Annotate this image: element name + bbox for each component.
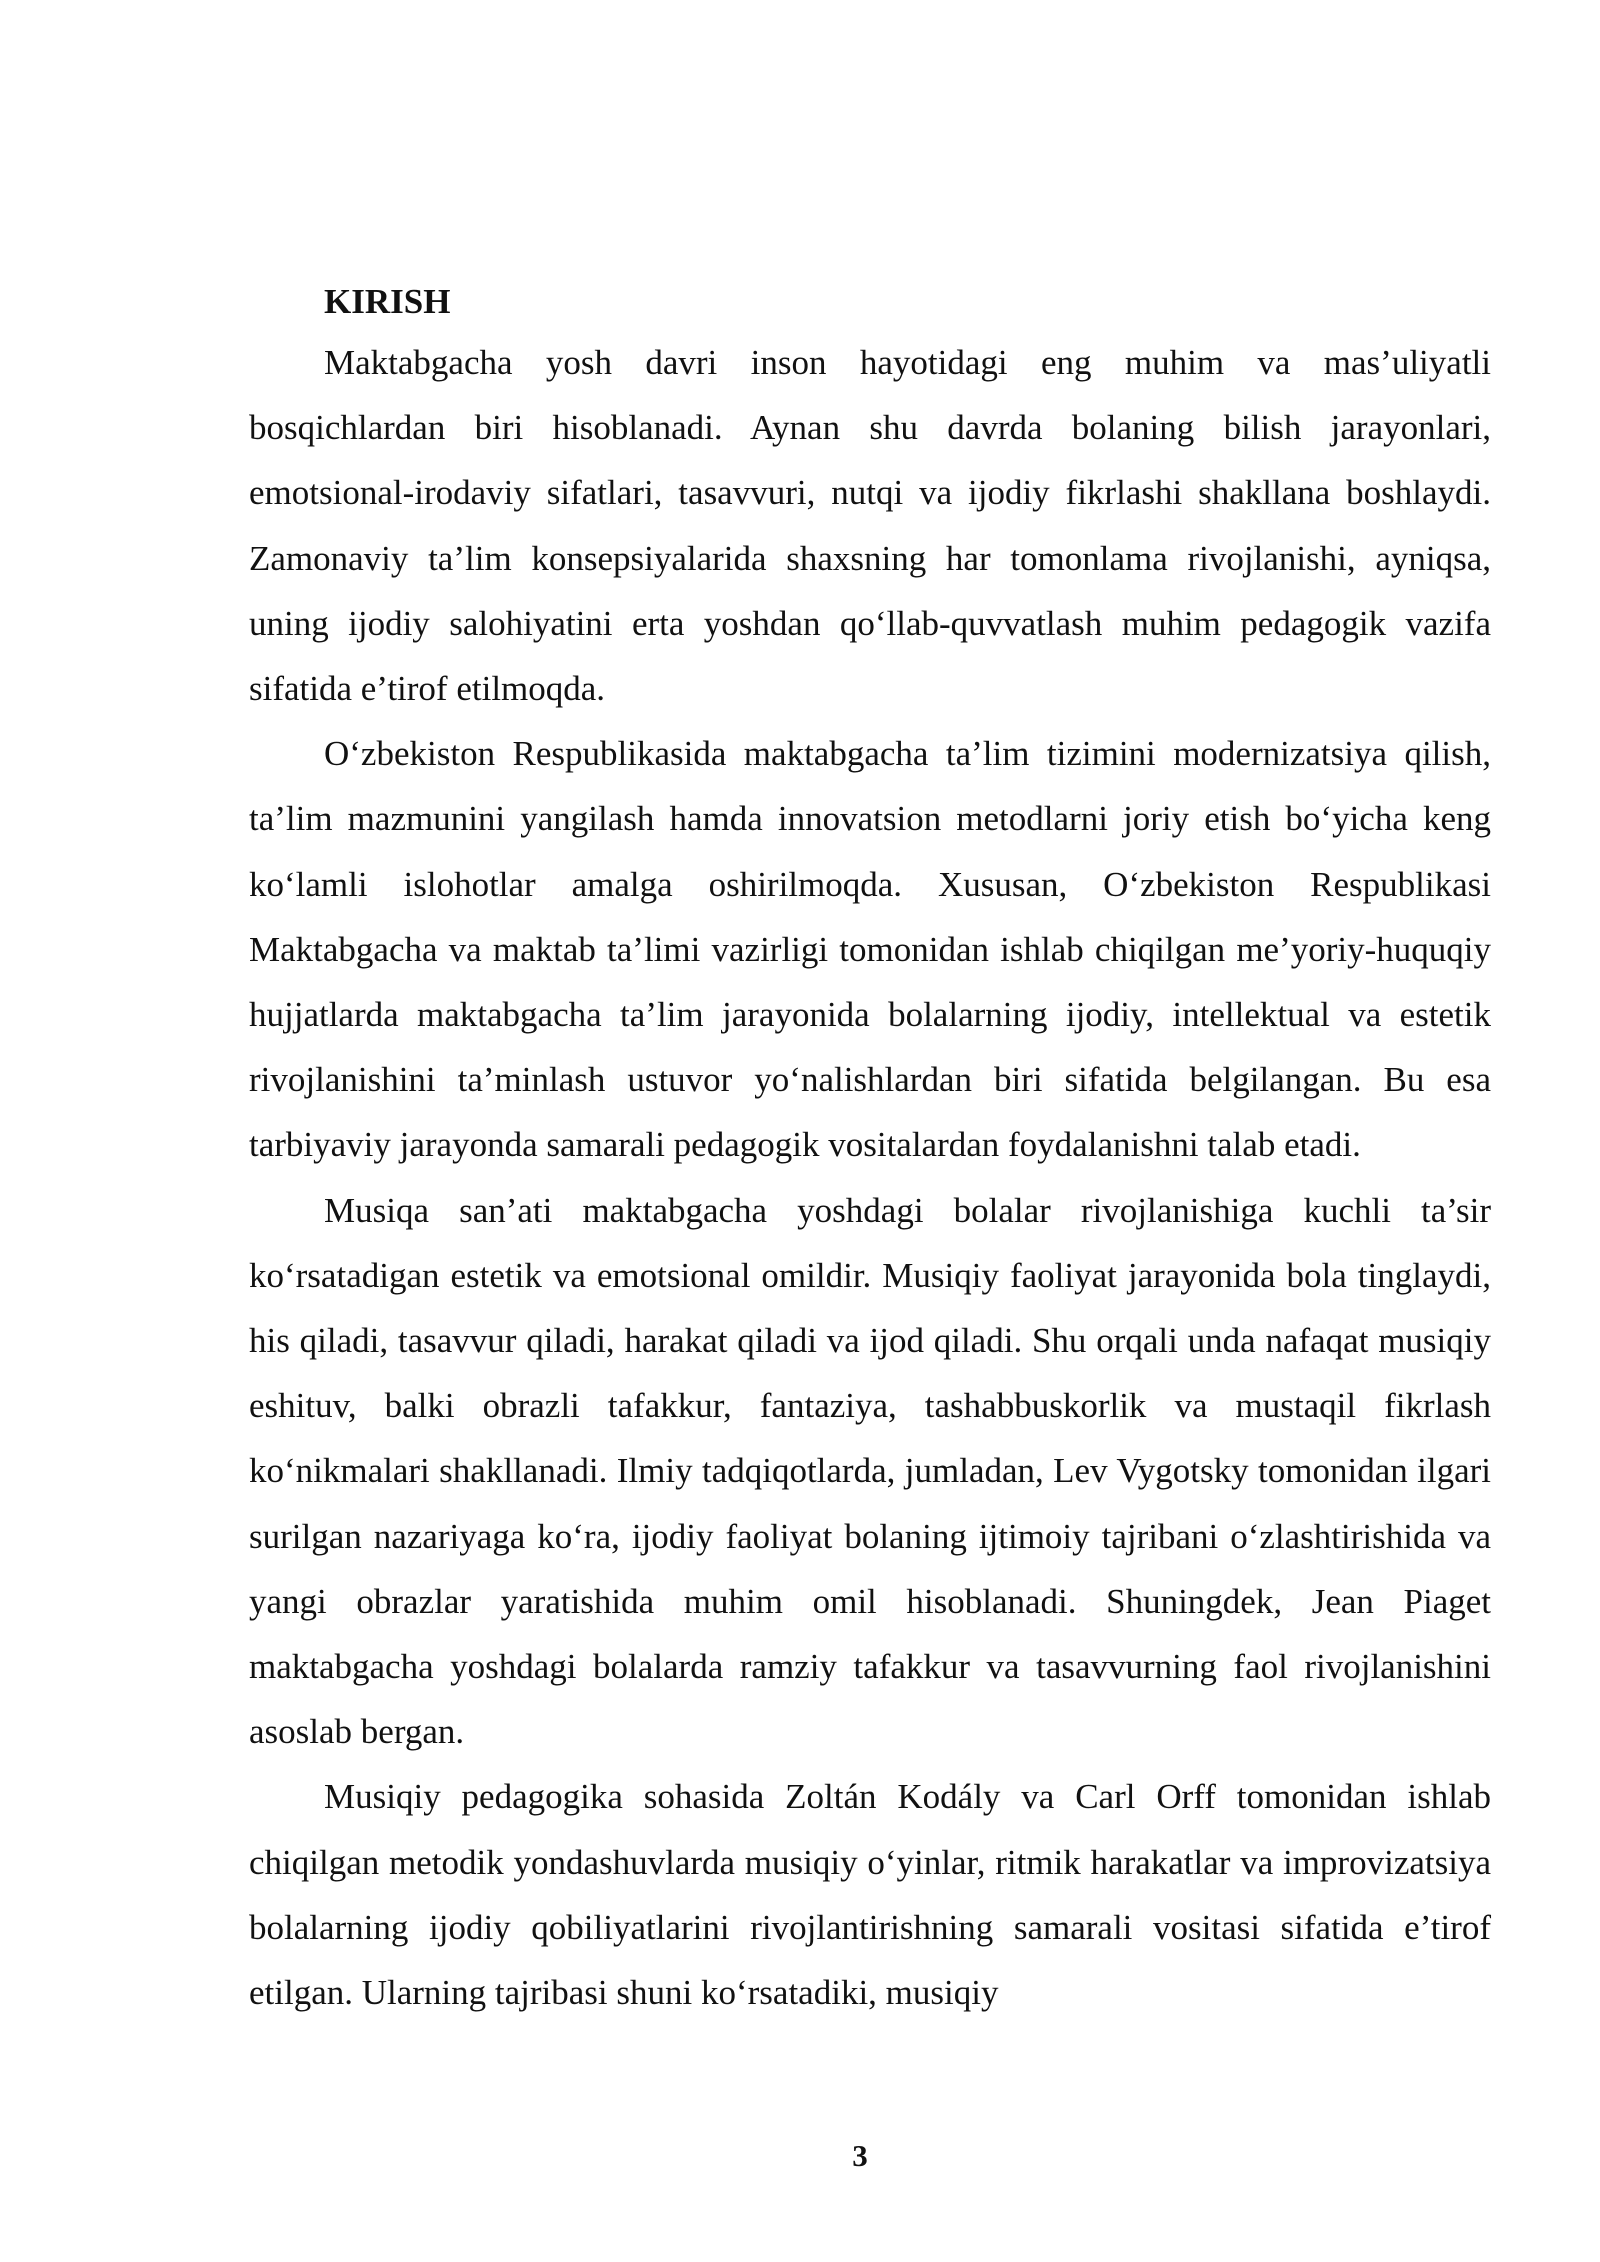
paragraph-3: Musiqa san’ati maktabgacha yoshdagi bolalar rivojlanishiga kuchli ta’sir ko‘rsatadigan estetik va emotsional omildir. Musiqiy faoliyat jarayonida bola tinglaydi, his qiladi, tasavvur qiladi, harakat qiladi va ijod qiladi. Shu orqali unda nafaqat musiqiy eshituv, balki obrazli tafakkur, fantaziya, tashabbuskorlik va mustaqil fikrlash ko‘nikmalari shakllanadi. Ilmiy tadqiqotlarda, jumladan, Lev Vygotsky tomonidan ilgari surilgan nazariyaga ko‘ra, ijodiy faoliyat bolaning ijtimoiy tajribani o‘zlashtirishida va yangi obrazlar yaratishida muhim omil hisoblanadi. Shuningdek, Jean Piaget maktabgacha yoshdagi bolalarda ramziy tafakkur va tasavvurning faol rivojlanishini asoslab bergan.	[249, 1190, 1491, 1752]
paragraph-1: Maktabgacha yosh davri inson hayotidagi eng muhim va mas’uliyatli bosqichlardan biri hisoblanadi. Aynan shu davrda bolaning bilish jarayonlari, emotsional-irodaviy sifatlari, tasavvuri, nutqi va ijodiy fikrlashi shakllana boshlaydi. Zamonaviy ta’lim konsepsiyalarida shaxsning har tomonlama rivojlanishi, ayniqsa, uning ijodiy salohiyatini erta yoshdan qo‘llab-quvvatlash muhim pedagogik vazifa sifatida e’tirof etilmoqda.	[249, 343, 1491, 709]
paragraph-4: Musiqiy pedagogika sohasida Zoltán Kodály va Carl Orff tomonidan ishlab chiqilgan metodik yondashuvlarda musiqiy o‘yinlar, ritmik harakatlar va improvizatsiya bolalarning ijodiy qobiliyatlarini rivojlantirishning samarali vositasi sifatida e’tirof etilgan. Ularning tajribasi shuni ko‘rsatadiki, musiqiy	[249, 1777, 1491, 2013]
page-body	[249, 278, 1491, 2025]
page-number: 3	[852, 2138, 868, 2173]
paragraph-2: O‘zbekiston Respublikasida maktabgacha ta’lim tizimini modernizatsiya qilish, ta’lim mazmunini yangilash hamda innovatsion metodlarni joriy etish bo‘yicha keng ko‘lamli islohotlar amalga oshirilmoqda. Xususan, O‘zbekiston Respublikasi Maktabgacha va maktab ta’limi vazirligi tomonidan ishlab chiqilgan me’yoriy-huquqiy hujjatlarda maktabgacha ta’lim jarayonida bolalarning ijodiy, intellektual va estetik rivojlanishini ta’minlash ustuvor yo‘nalishlardan biri sifatida belgilangan. Bu esa tarbiyaviy jarayonda samarali pedagogik vositalardan foydalanishni talab etadi.	[249, 734, 1491, 1165]
section-heading: KIRISH	[324, 282, 451, 321]
